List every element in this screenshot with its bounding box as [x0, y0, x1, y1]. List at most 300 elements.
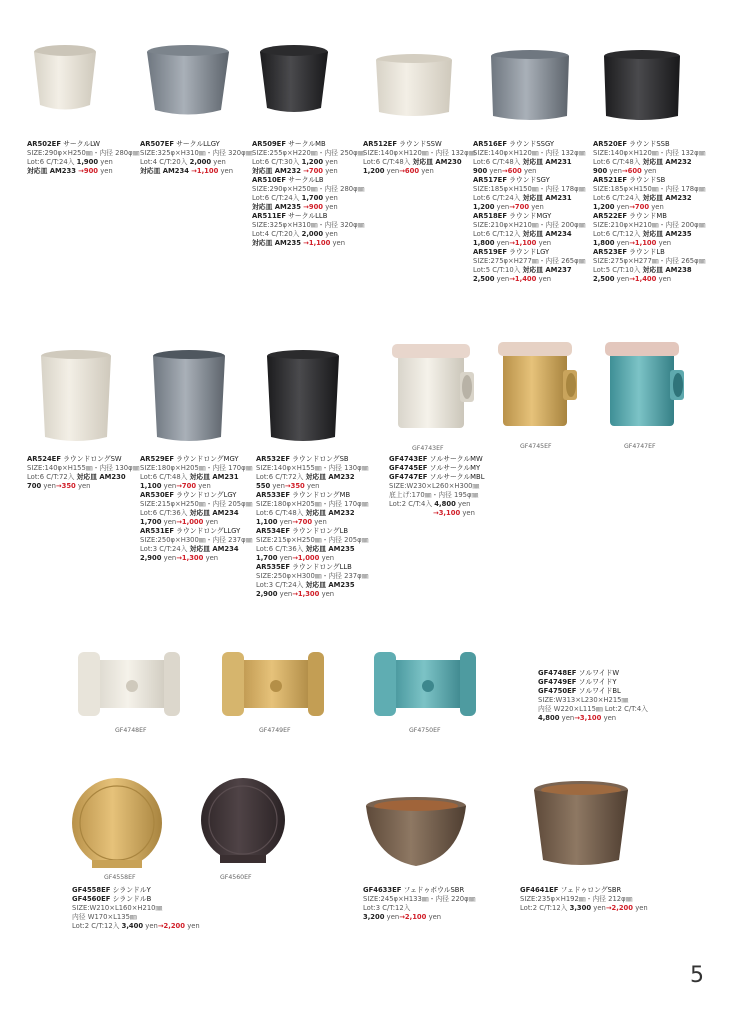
product-name: フェドゥロングSBR [560, 886, 622, 894]
spec-text: SIZE:185φ×H150㎜・内径 178φ㎜ [473, 185, 586, 193]
spec-line [252, 194, 364, 203]
plate-text: 対応皿 AM234 [140, 167, 189, 175]
product-name: サークルLLGY [176, 140, 220, 148]
spec-line [140, 518, 252, 527]
spec-text: SIZE:325φ×H310㎜・内径 320φ㎜ [252, 221, 365, 229]
sale-unit: yen [321, 590, 335, 598]
spec-line [140, 464, 252, 473]
label-gf4750: GF4750EF [409, 727, 441, 734]
sol-wide-y [222, 652, 324, 716]
pot-round-ssw [376, 54, 452, 116]
price-unit: yen [325, 158, 338, 166]
spec-line [252, 212, 364, 221]
lot-text: Lot:6 C/T:24入 [473, 194, 521, 202]
spec-line [140, 509, 252, 518]
sale-unit: yen [635, 904, 648, 912]
spec-line [252, 158, 364, 167]
plate-text: 対応皿 AM232 [642, 194, 692, 202]
spec-line [538, 678, 648, 687]
spec-line [140, 140, 252, 149]
spec-block-gf4633 [363, 886, 475, 922]
plate-text: 対応皿 AM232 [252, 167, 301, 175]
spec-line [389, 509, 485, 518]
price-value: 1,800 [473, 239, 495, 247]
spec-block-ar507 [140, 140, 252, 176]
spec-line [593, 275, 705, 284]
lot-text: Lot:2 C/T:12入 [72, 922, 120, 930]
plate-text: 対応皿 AM231 [522, 194, 572, 202]
sale-price: →900 [78, 167, 99, 175]
sale-price: →1,100 [509, 239, 537, 247]
spec-line [473, 257, 585, 266]
lot-text: Lot:6 C/T:24入 [252, 194, 300, 202]
sale-price: →3,100 [433, 509, 461, 517]
spec-text: SIZE:325φ×H310㎜・内径 320φ㎜ [140, 149, 253, 157]
spec-line [140, 473, 252, 482]
pot-round-ssb [604, 50, 680, 120]
spec-line [256, 563, 368, 572]
spec-line [27, 473, 139, 482]
spec-text: SIZE:275φ×H277㎜・内径 265φ㎜ [473, 257, 586, 265]
spec-line [252, 230, 364, 239]
spec-text: SIZE:250φ×H300㎜・内径 237φ㎜ [140, 536, 253, 544]
price-value: 1,200 [363, 167, 385, 175]
spec-line [140, 482, 252, 491]
spec-line [72, 913, 200, 922]
product-code: AR520EF [593, 140, 627, 148]
price-unit: yen [279, 590, 293, 598]
lot-text: Lot:6 C/T:48入 [473, 158, 521, 166]
price-value: 1,800 [593, 239, 615, 247]
product-name: ラウンドLGY [509, 248, 550, 256]
spec-line [256, 500, 368, 509]
product-name: ラウンドMGY [509, 212, 552, 220]
pot-round-long-sb [267, 350, 339, 441]
spec-line [520, 904, 648, 913]
sale-unit: yen [651, 203, 664, 211]
price-value: 4,800 [538, 714, 560, 722]
price-unit: yen [163, 554, 177, 562]
sale-price: →3,100 [574, 714, 602, 722]
sol-circle-mbl [605, 342, 684, 426]
label-gf4748: GF4748EF [115, 727, 147, 734]
product-code: AR534EF [256, 527, 290, 535]
spec-line [593, 248, 705, 257]
product-name: ラウンドSB [629, 176, 666, 184]
spec-text: SIZE:210φ×H210㎜・内径 200φ㎜ [473, 221, 586, 229]
spec-block-gf4641 [520, 886, 648, 913]
fedou-long-sbr [534, 781, 628, 865]
spec-block-ar532 [256, 455, 368, 599]
spec-line [252, 239, 364, 248]
price-unit: yen [386, 167, 400, 175]
spec-line [473, 194, 585, 203]
product-name: ラウンドSGY [509, 176, 550, 184]
spec-line [473, 176, 585, 185]
spec-line [389, 455, 485, 464]
spec-text: SIZE:275φ×H277㎜・内径 265φ㎜ [593, 257, 706, 265]
sale-unit: yen [531, 203, 544, 211]
sale-price: →1,100 [303, 239, 331, 247]
spec-line [256, 581, 368, 590]
price-value: 900 [473, 167, 488, 175]
label-gf4747: GF4747EF [624, 443, 656, 450]
spec-line [252, 176, 364, 185]
spec-line [593, 167, 705, 176]
spec-text: 内径 W220×L115㎜ Lot:2 C/T:4入 [538, 705, 648, 713]
spec-text: SIZE:140φ×H120㎜・内径 132φ㎜ [593, 149, 706, 157]
product-name: ソルサークルMBL [429, 473, 485, 481]
spec-text: SIZE:250φ×H300㎜・内径 237φ㎜ [256, 572, 369, 580]
lot-text: Lot:6 C/T:48入 [140, 473, 188, 481]
product-name: シランドルY [112, 886, 151, 894]
lot-text: Lot:6 C/T:72入 [27, 473, 75, 481]
spec-line [252, 167, 364, 176]
spec-line [538, 669, 648, 678]
price-value: 2,900 [256, 590, 278, 598]
spec-line [256, 590, 368, 599]
price-unit: yen [386, 913, 400, 921]
product-name: サークルLW [63, 140, 101, 148]
spec-line [593, 194, 705, 203]
price-value: 1,700 [301, 194, 324, 202]
price-unit: yen [496, 203, 510, 211]
price-unit: yen [213, 158, 226, 166]
price-value: 2,900 [140, 554, 162, 562]
spec-line [27, 455, 139, 464]
lot-text: Lot:6 C/T:48入 [593, 158, 641, 166]
plate-text: 対応皿 AM234 [189, 545, 239, 553]
sale-unit: yen [77, 482, 91, 490]
price-value: 700 [27, 482, 42, 490]
product-code: AR522EF [593, 212, 627, 220]
product-code: AR516EF [473, 140, 507, 148]
label-gf4560: GF4560EF [220, 874, 252, 881]
spec-line [140, 167, 252, 176]
product-name: ソルサークルMW [429, 455, 483, 463]
price-unit: yen [609, 167, 622, 175]
spec-line [252, 203, 364, 212]
lot-text: Lot:6 C/T:24入 [27, 158, 75, 166]
spec-text: SIZE:290φ×H250㎜・内径 280φ㎜ [252, 185, 365, 193]
spec-line [27, 482, 139, 491]
plate-text: 対応皿 AM232 [642, 158, 692, 166]
lot-text: Lot:6 C/T:12入 [473, 230, 521, 238]
spec-line [140, 500, 252, 509]
product-code: GF4560EF [72, 895, 111, 903]
spec-line [473, 230, 585, 239]
sale-unit: yen [205, 554, 219, 562]
spec-line [256, 464, 368, 473]
lot-text: Lot:2 C/T:12入 [520, 904, 568, 912]
price-unit: yen [100, 158, 113, 166]
plate-text: 対応皿 AM234 [522, 230, 572, 238]
spec-text: SIZE:W313×L230×H215㎜ [538, 696, 629, 704]
sale-price: →350 [284, 482, 305, 490]
spec-line [593, 203, 705, 212]
product-name: ラウンドロングLLGY [176, 527, 241, 535]
spec-line [473, 275, 585, 284]
product-code: GF4633EF [363, 886, 402, 894]
spec-block-gf4748 [538, 669, 648, 723]
spec-line [473, 239, 585, 248]
spec-line [140, 554, 252, 563]
spec-line [593, 212, 705, 221]
price-value: 550 [256, 482, 271, 490]
lot-text: Lot:5 C/T:10入 [593, 266, 641, 274]
product-code: AR518EF [473, 212, 507, 220]
product-name: ソルワイドW [578, 669, 620, 677]
spec-line [140, 149, 252, 158]
sale-price: →700 [176, 482, 197, 490]
spec-text: SIZE:215φ×H250㎜・内径 205φ㎜ [256, 536, 369, 544]
sale-unit: yen [325, 203, 338, 211]
spec-line [140, 491, 252, 500]
spec-line [252, 140, 364, 149]
spec-block-ar529 [140, 455, 252, 563]
price-unit: yen [489, 167, 502, 175]
product-code: AR530EF [140, 491, 174, 499]
spec-text: SIZE:140φ×H120㎜・内径 132φ㎜ [363, 149, 476, 157]
spec-line [538, 687, 648, 696]
label-gf4749: GF4749EF [259, 727, 291, 734]
product-name: ラウンドロングSB [292, 455, 349, 463]
spec-line [593, 185, 705, 194]
spec-text: 底上げ:170㎜・内径 195φ㎜ [389, 491, 479, 499]
sale-unit: yen [321, 554, 335, 562]
spec-line [363, 904, 475, 913]
product-code: AR509EF [252, 140, 286, 148]
pot-round-ssgy [491, 50, 569, 120]
product-code: AR519EF [473, 248, 507, 256]
price-value: 1,100 [140, 482, 162, 490]
spec-line [593, 149, 705, 158]
spec-line [593, 158, 705, 167]
sale-price: →600 [621, 167, 642, 175]
plate-text: 対応皿 AM231 [522, 158, 572, 166]
sale-unit: yen [100, 167, 113, 175]
spec-line [593, 176, 705, 185]
spec-line [256, 518, 368, 527]
lot-text: Lot:4 C/T:20入 [252, 230, 300, 238]
lot-text: Lot:6 C/T:12入 [593, 230, 641, 238]
product-name: ラウンドロングLB [292, 527, 349, 535]
spec-line [72, 886, 200, 895]
price-unit: yen [496, 275, 510, 283]
sale-unit: yen [658, 275, 672, 283]
spec-line [593, 266, 705, 275]
spec-line [256, 473, 368, 482]
spec-line [473, 140, 585, 149]
product-code: AR533EF [256, 491, 290, 499]
product-code: AR531EF [140, 527, 174, 535]
spec-line [27, 464, 139, 473]
spec-line [520, 886, 648, 895]
lot-text: Lot:6 C/T:36入 [140, 509, 188, 517]
sale-price: →600 [501, 167, 522, 175]
sol-wide-bl [374, 652, 476, 716]
spec-text: SIZE:180φ×H205㎜・内径 170φ㎜ [256, 500, 369, 508]
spec-line [256, 572, 368, 581]
label-gf4558: GF4558EF [104, 874, 136, 881]
price-value: 1,200 [593, 203, 615, 211]
spec-text: SIZE:210φ×H210㎜・内径 200φ㎜ [593, 221, 706, 229]
sale-unit: yen [332, 239, 346, 247]
sol-circle-mw [392, 344, 474, 428]
spec-line [389, 491, 485, 500]
price-value: 1,700 [256, 554, 278, 562]
product-name: ソルワイドBL [578, 687, 621, 695]
price-unit: yen [145, 922, 158, 930]
spec-line [473, 149, 585, 158]
sale-price: →2,100 [399, 913, 427, 921]
spec-text: SIZE:185φ×H150㎜・内径 178φ㎜ [593, 185, 706, 193]
sale-unit: yen [643, 167, 657, 175]
spec-line [72, 904, 200, 913]
spec-text: 内径 W170×L135㎜ [72, 913, 137, 921]
spec-line [27, 167, 139, 176]
price-value: 2,000 [189, 158, 212, 166]
spec-line [256, 491, 368, 500]
product-code: AR507EF [140, 140, 174, 148]
pot-circle-mb [260, 45, 328, 112]
spec-line [593, 239, 705, 248]
spec-line [256, 545, 368, 554]
plate-text: 対応皿 AM235 [252, 203, 301, 211]
spec-line [256, 455, 368, 464]
label-gf4745: GF4745EF [520, 443, 552, 450]
spec-block-ar524 [27, 455, 139, 491]
product-name: ラウンドロングMB [292, 491, 351, 499]
lot-text: Lot:6 C/T:24入 [593, 194, 641, 202]
spec-text: SIZE:140φ×H155㎜・内径 130φ㎜ [27, 464, 140, 472]
product-name: ラウンドロングMGY [176, 455, 239, 463]
plate-text: 対応皿 AM230 [76, 473, 126, 481]
spec-line [140, 158, 252, 167]
spec-line [593, 140, 705, 149]
product-name: シランドルB [112, 895, 152, 903]
sale-price: →2,200 [157, 922, 186, 930]
sale-price: →1,000 [176, 518, 204, 526]
spec-line [389, 473, 485, 482]
product-name: サークルLLB [288, 212, 328, 220]
product-code: AR523EF [593, 248, 627, 256]
cylindre-y [72, 778, 162, 868]
spec-line [140, 536, 252, 545]
spec-line [473, 167, 585, 176]
sol-wide-w [78, 652, 180, 716]
spec-line [389, 464, 485, 473]
lot-text: Lot:6 C/T:36入 [256, 545, 304, 553]
plate-text: 対応皿 AM233 [27, 167, 76, 175]
spec-line [27, 140, 139, 149]
product-code: AR512EF [363, 140, 397, 148]
plate-text: 対応皿 AM232 [305, 473, 355, 481]
plate-text: 対応皿 AM234 [189, 509, 239, 517]
sale-unit: yen [325, 167, 338, 175]
product-code: AR502EF [27, 140, 61, 148]
spec-line [538, 696, 648, 705]
sale-price: →700 [509, 203, 530, 211]
plate-text: 対応皿 AM237 [522, 266, 572, 274]
spec-line [363, 895, 475, 904]
price-unit: yen [616, 203, 630, 211]
product-name: ソルワイドY [578, 678, 617, 686]
lot-text: Lot:3 C/T:24入 [256, 581, 304, 589]
plate-text: 対応皿 AM235 [252, 239, 301, 247]
price-unit: yen [325, 230, 338, 238]
sale-unit: yen [538, 275, 552, 283]
label-gf4743: GF4743EF [412, 445, 444, 452]
sale-unit: yen [220, 167, 234, 175]
price-unit: yen [616, 275, 630, 283]
sale-unit: yen [428, 913, 442, 921]
sale-price: →1,300 [176, 554, 204, 562]
sale-unit: yen [538, 239, 552, 247]
sale-unit: yen [198, 482, 211, 490]
pot-round-long-mgy [153, 350, 225, 441]
spec-line [473, 248, 585, 257]
price-value: 3,300 [569, 904, 592, 912]
sale-price: →700 [303, 167, 324, 175]
price-unit: yen [279, 518, 293, 526]
price-value: 2,500 [593, 275, 615, 283]
plate-text: 対応皿 AM235 [642, 230, 692, 238]
spec-block-ar502 [27, 140, 139, 176]
spec-text: SIZE:245φ×H133㎜・内径 220φ㎜ [363, 895, 476, 903]
spec-line [27, 149, 139, 158]
spec-text: SIZE:140φ×H155㎜・内径 130φ㎜ [256, 464, 369, 472]
sale-unit: yen [205, 518, 219, 526]
product-name: ソルサークルMY [429, 464, 481, 472]
product-code: AR535EF [256, 563, 290, 571]
spec-text: SIZE:140φ×H120㎜・内径 132φ㎜ [473, 149, 586, 157]
spec-line [252, 221, 364, 230]
price-value: 1,200 [473, 203, 495, 211]
price-unit: yen [457, 500, 471, 508]
price-unit: yen [163, 518, 177, 526]
plate-text: 対応皿 AM230 [412, 158, 462, 166]
plate-text: 対応皿 AM238 [642, 266, 692, 274]
sale-unit: yen [187, 922, 200, 930]
product-name: ラウンドSSGY [509, 140, 555, 148]
fedou-bowl-sbr [366, 797, 466, 866]
spec-line [252, 149, 364, 158]
product-code: GF4749EF [538, 678, 577, 686]
spec-text: SIZE:W230×L260×H300㎜ [389, 482, 480, 490]
spec-line [256, 482, 368, 491]
lot-text: Lot:6 C/T:30入 [252, 158, 300, 166]
spec-block-ar512 [363, 140, 475, 176]
plate-text: 対応皿 AM232 [305, 509, 355, 517]
spec-line [256, 509, 368, 518]
cylindre-b [201, 778, 285, 863]
spec-line [473, 212, 585, 221]
product-name: ラウンドLB [629, 248, 665, 256]
price-value: 1,200 [301, 158, 324, 166]
spec-line [473, 203, 585, 212]
sale-price: →1,400 [509, 275, 537, 283]
pot-circle-llgy [147, 45, 229, 115]
product-code: AR521EF [593, 176, 627, 184]
sale-price: →700 [629, 203, 650, 211]
lot-text: Lot:6 C/T:72入 [256, 473, 304, 481]
spec-block-gf4743 [389, 455, 485, 518]
spec-line [473, 185, 585, 194]
spec-line [520, 895, 648, 904]
price-value: 3,400 [121, 922, 144, 930]
spec-line [363, 149, 475, 158]
